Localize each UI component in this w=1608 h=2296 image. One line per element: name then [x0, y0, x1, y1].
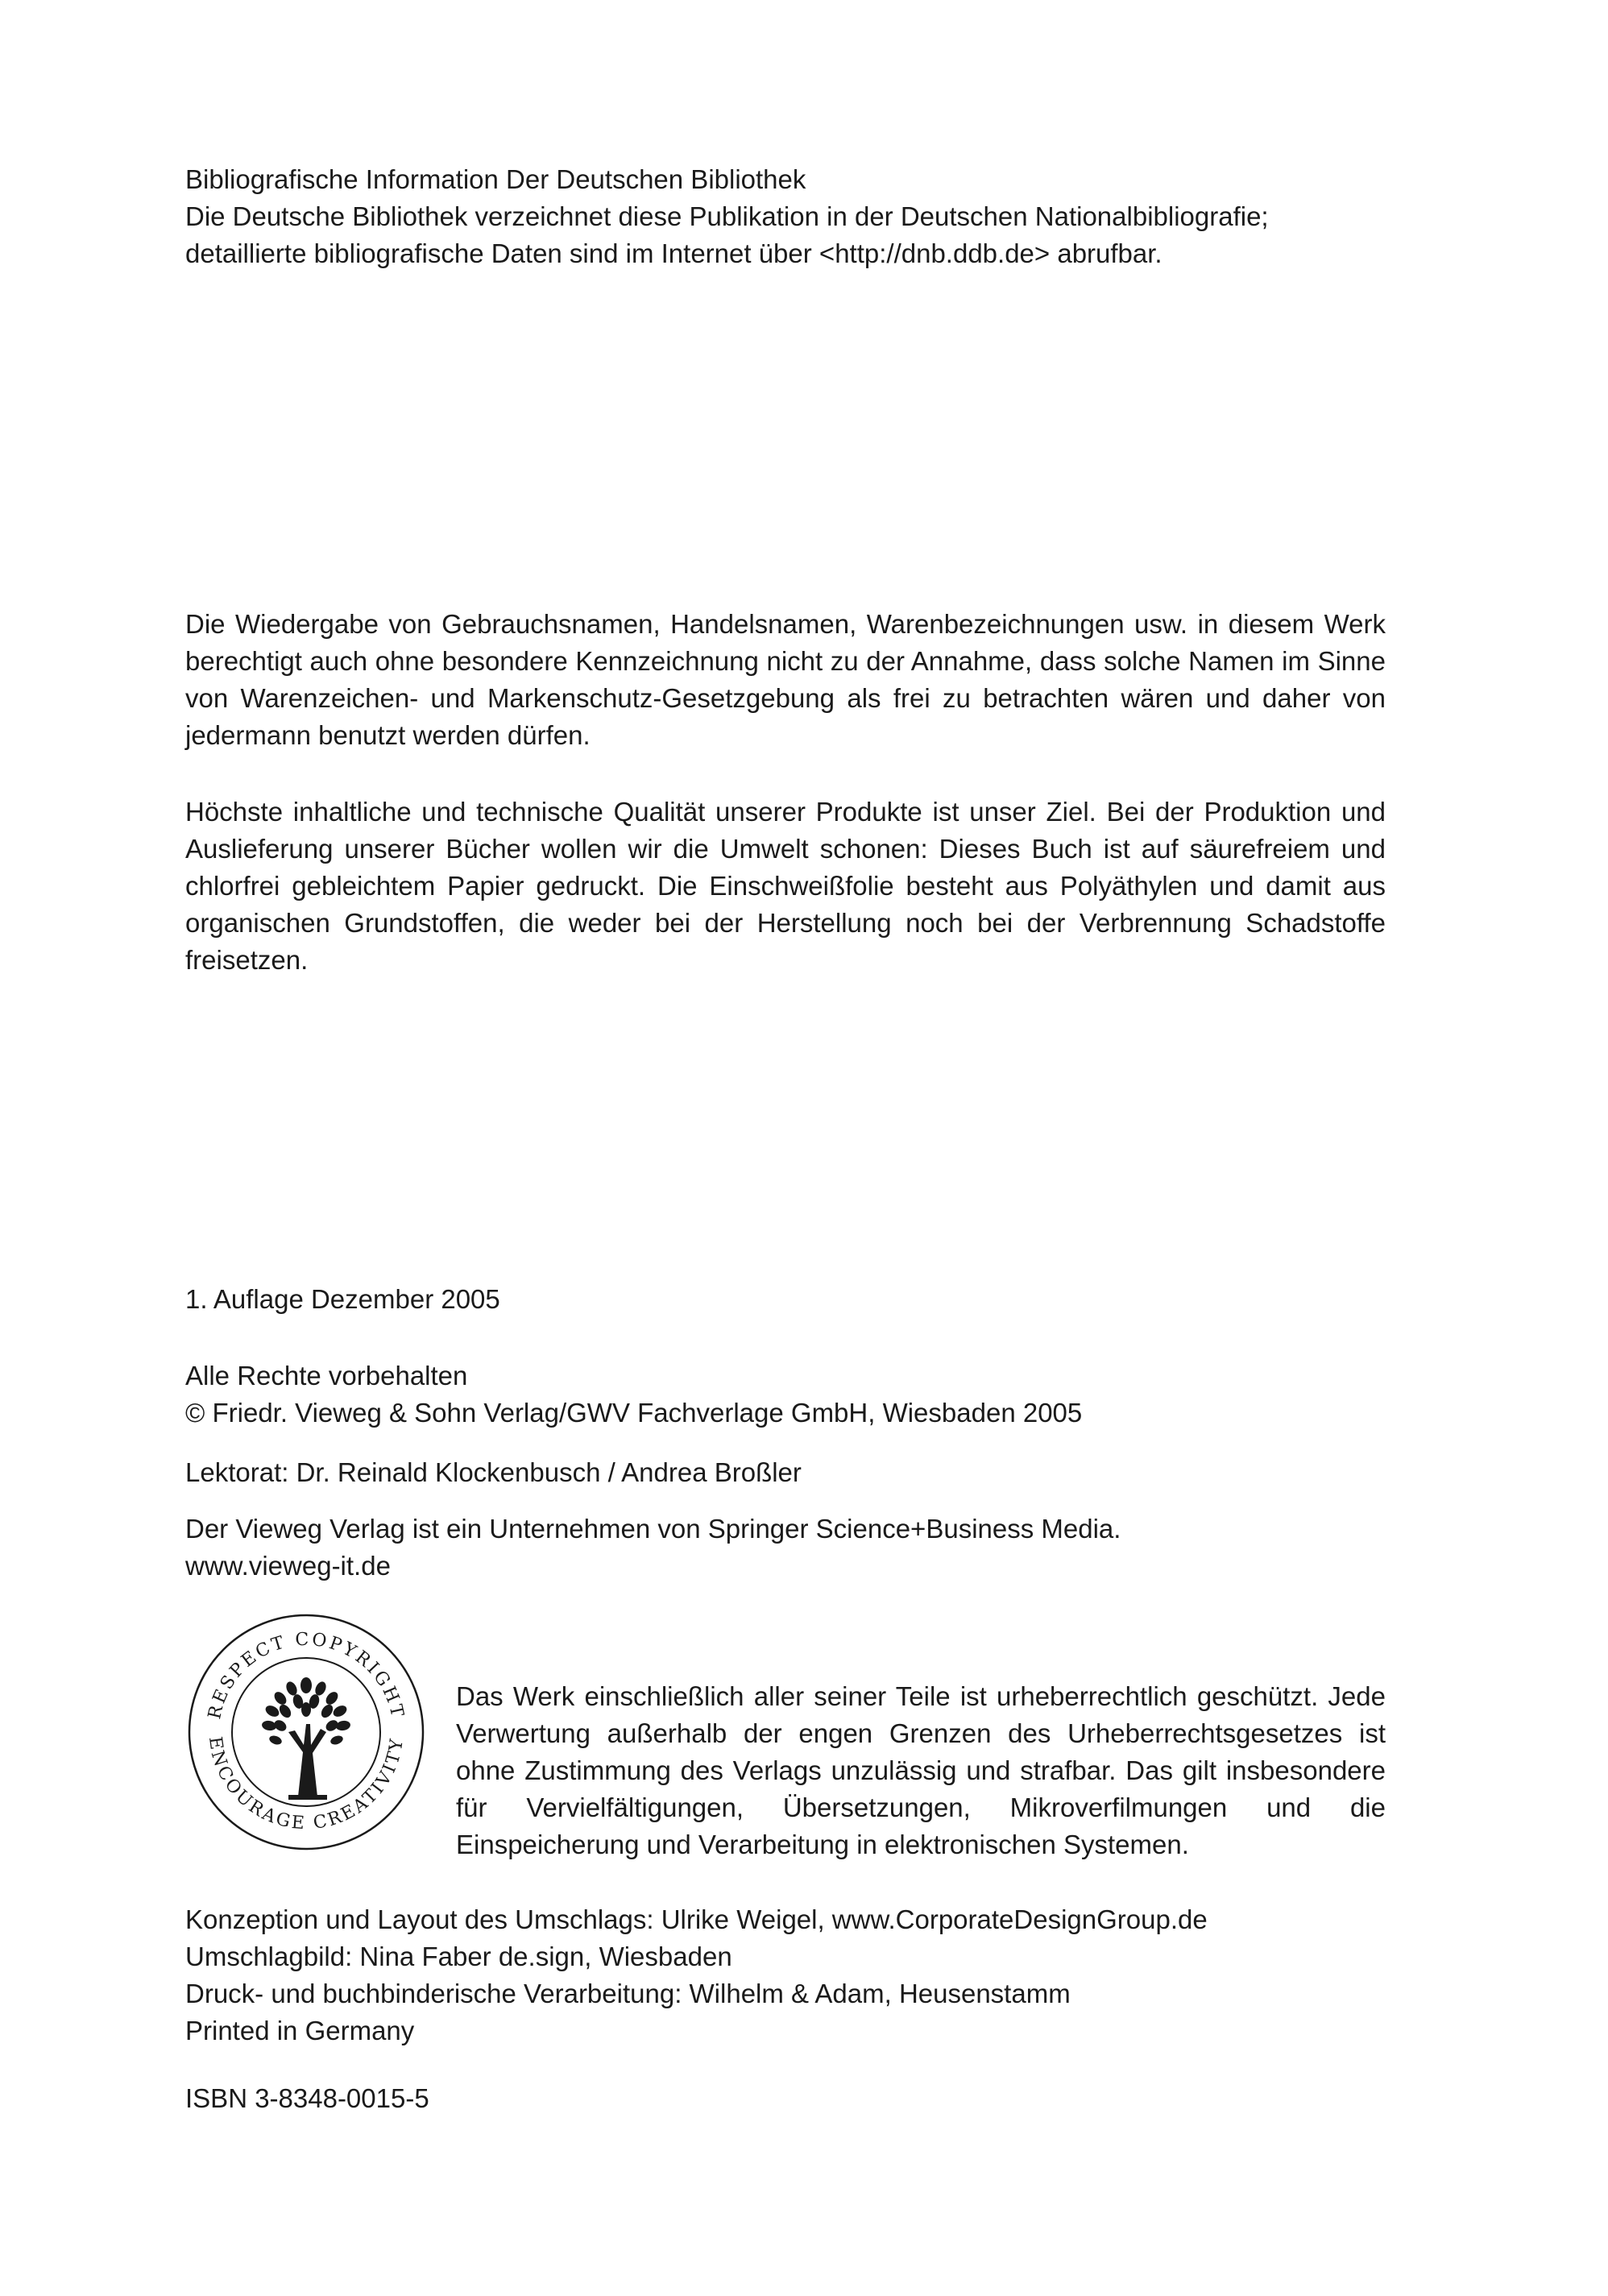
trademark-notice-text: Die Wiedergabe von Gebrauchsnamen, Handelsnamen, Warenbezeichnungen usw. in diesem Werk berechtigt auch ohne besondere Kennzeichnung nicht zu der Annahme, dass solche Namen im Sinne von Warenzeichen- und Markenschutz-Gesetzgebung als frei zu betrachten wären und daher von jedermann benutzt werden dürfen.: [185, 609, 1386, 750]
lektorat-info: [185, 1454, 1386, 1491]
printed-in: Printed in Germany: [185, 2016, 415, 2045]
bibliography-heading: Bibliografische Information Der Deutschen Bibliothek: [185, 164, 806, 194]
copyright-notice: [456, 1652, 1386, 1890]
seal-top-text: RESPECT COPYRIGHT: [205, 1629, 408, 1722]
cover-design-credit: Konzeption und Layout des Umschlags: Ulrike Weigel, www.CorporateDesignGroup.de: [185, 1904, 1208, 1934]
trademark-notice: [185, 606, 1386, 754]
seal-bottom-text: ENCOURAGE CREATIVITY: [204, 1735, 408, 1834]
publisher-line: Der Vieweg Verlag ist ein Unternehmen von Springer Science+Business Media.: [185, 1514, 1121, 1544]
copyright-notice-text: Das Werk einschließlich aller seiner Teile ist urheberrechtlich geschützt. Jede Verwertung außerhalb der engen Grenzen des Urheberrechtsgesetzes ist ohne Zustimmung des Verlags unzulässig und strafbar. Das gilt insbesondere für Vervielfältigungen, Übersetzungen, Mikroverfilmungen und die Einspeicherung und Verarbeitung in elektronischen Systemen.: [456, 1681, 1386, 1859]
lektorat-text: Lektorat: Dr. Reinald Klockenbusch / Andrea Broßler: [185, 1457, 802, 1487]
isbn-number: ISBN 3-8348-0015-5: [185, 2083, 429, 2113]
bibliography-line-1: Die Deutsche Bibliothek verzeichnet diese Publikation in der Deutschen Nationalbibliografie;: [185, 201, 1269, 231]
cover-image-credit: Umschlagbild: Nina Faber de.sign, Wiesbaden: [185, 1942, 732, 1971]
bibliography-line-2: detaillierte bibliografische Daten sind im Internet über <http://dnb.ddb.de> abrufbar.: [185, 238, 1162, 268]
copyright-line: © Friedr. Vieweg & Sohn Verlag/GWV Fachverlage GmbH, Wiesbaden 2005: [185, 1398, 1083, 1428]
rights-reserved: Alle Rechte vorbehalten: [185, 1361, 468, 1390]
publisher-info: [185, 1511, 1386, 1585]
printing-credit: Druck- und buchbinderische Verarbeitung: Wilhelm & Adam, Heusenstamm: [185, 1979, 1071, 2008]
production-credits: [185, 1901, 1386, 2049]
quality-notice: [185, 794, 1386, 979]
quality-notice-text: Höchste inhaltliche und technische Qualität unserer Produkte ist unser Ziel. Bei der Produktion und Auslieferung unserer Bücher wollen wir die Umwelt schonen: Dieses Buch ist auf säurefreiem und chlorfrei gebleichtem Papier gedruckt. Die Einschweißfolie besteht aus Polyäthylen und damit aus organischen Grundstoffen, die weder bei der Herstellung noch bei der Verbrennung Schadstoffe freisetzen.: [185, 797, 1386, 975]
isbn-info: [185, 2080, 1386, 2117]
tree-icon: [261, 1677, 351, 1800]
publisher-url: www.vieweg-it.de: [185, 1551, 391, 1581]
edition-text: 1. Auflage Dezember 2005: [185, 1284, 500, 1314]
bibliographic-information: [185, 161, 1386, 272]
edition-info: [185, 1281, 1386, 1318]
respect-copyright-seal-icon: [185, 1611, 427, 1853]
rights-info: [185, 1357, 1386, 1432]
